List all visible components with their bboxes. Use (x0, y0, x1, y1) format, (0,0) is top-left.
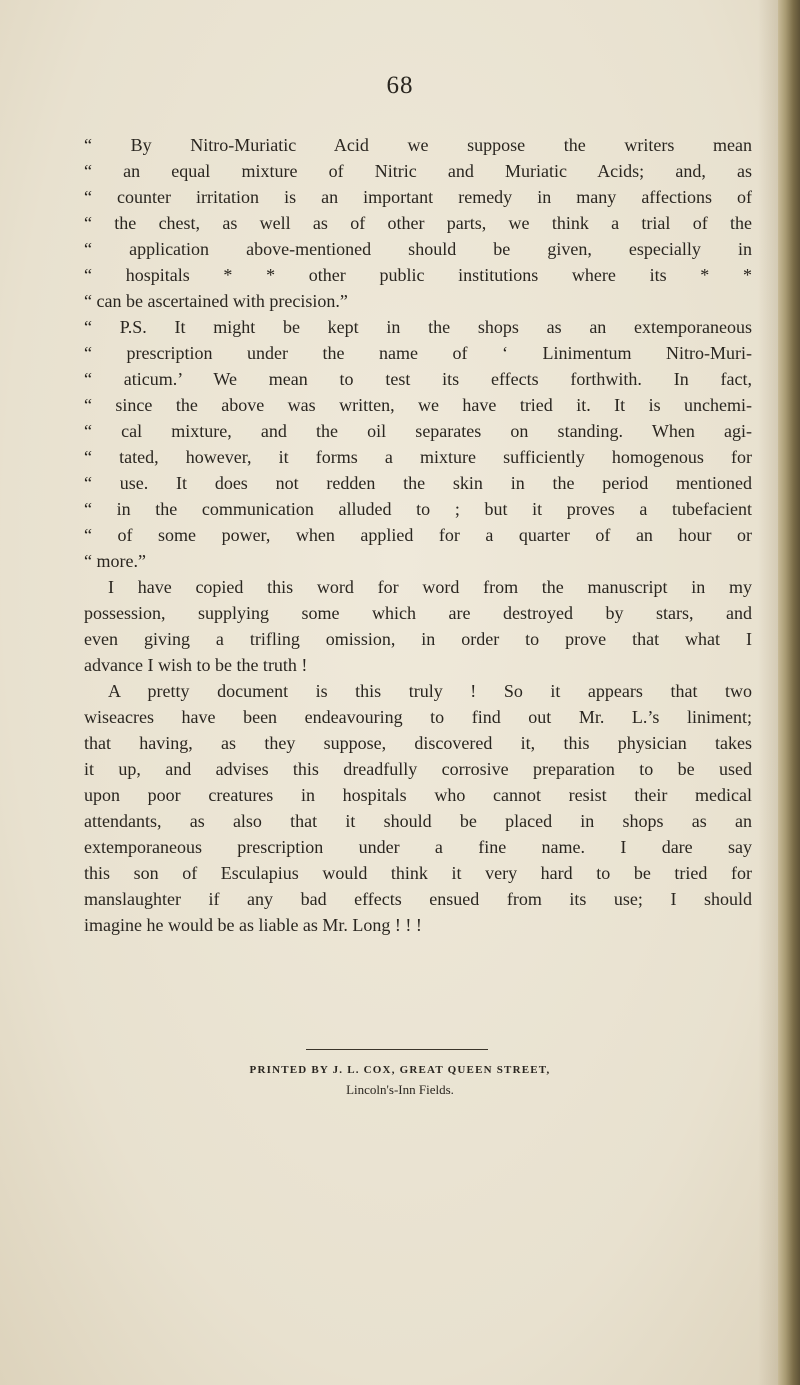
text-line: upon poor creatures in hospitals who cannot resist their medical (84, 785, 752, 805)
text-line: “ aticum.’ We mean to test its effects forthwith. In fact, (84, 369, 752, 389)
text-line: imagine he would be as liable as Mr. Long ! ! ! (84, 915, 422, 935)
body-text (84, 132, 752, 938)
text-line: “ more.” (84, 551, 146, 571)
text-line: “ use. It does not redden the skin in the period mentioned (84, 473, 752, 493)
binding-shadow (758, 0, 778, 1385)
page-number: 68 (386, 72, 414, 99)
text-line: “ the chest, as well as of other parts, we think a trial of the (84, 213, 752, 233)
text-line: this son of Esculapius would think it very hard to be tried for (84, 863, 752, 883)
text-line: “ counter irritation is an important remedy in many affections of (84, 187, 752, 207)
text-line: “ in the communication alluded to ; but it proves a tubefacient (84, 499, 752, 519)
text-line: “ hospitals * * other public institutions where its * * (84, 265, 752, 285)
text-line: “ By Nitro-Muriatic Acid we suppose the writers mean (84, 135, 752, 155)
text-line: it up, and advises this dreadfully corrosive preparation to be used (84, 759, 752, 779)
text-line: A pretty document is this truly ! So it appears that two (108, 681, 752, 701)
colophon-rule (306, 1049, 488, 1050)
text-line: “ cal mixture, and the oil separates on standing. When agi- (84, 421, 752, 441)
text-line: I have copied this word for word from the manuscript in my (108, 577, 752, 597)
text-line: attendants, as also that it should be placed in shops as an (84, 811, 752, 831)
text-line: even giving a trifling omission, in order to prove that what I (84, 629, 752, 649)
text-line: “ P.S. It might be kept in the shops as an extemporaneous (84, 317, 752, 337)
text-line: “ tated, however, it forms a mixture sufficiently homogenous for (84, 447, 752, 467)
text-line: “ application above-mentioned should be given, especially in (84, 239, 752, 259)
text-line: extemporaneous prescription under a fine name. I dare say (84, 837, 752, 857)
text-line: possession, supplying some which are destroyed by stars, and (84, 603, 752, 623)
text-line: “ prescription under the name of ‘ Linimentum Nitro-Muri- (84, 343, 752, 363)
text-line: that having, as they suppose, discovered it, this physician takes (84, 733, 752, 753)
printer-location: Lincoln's-Inn Fields. (346, 1082, 454, 1097)
text-line: “ an equal mixture of Nitric and Muriatic Acids; and, as (84, 161, 752, 181)
text-line: manslaughter if any bad effects ensued from its use; I should (84, 889, 752, 909)
text-line: advance I wish to be the truth ! (84, 655, 308, 675)
printer-imprint: PRINTED BY J. L. COX, GREAT QUEEN STREET, (249, 1064, 551, 1076)
text-line: “ of some power, when applied for a quarter of an hour or (84, 525, 752, 545)
text-line: “ since the above was written, we have tried it. It is unchemi- (84, 395, 752, 415)
book-binding-edge (778, 0, 800, 1385)
text-line: wiseacres have been endeavouring to find out Mr. L.’s liniment; (84, 707, 752, 727)
text-line: “ can be ascertained with precision.” (84, 291, 348, 311)
